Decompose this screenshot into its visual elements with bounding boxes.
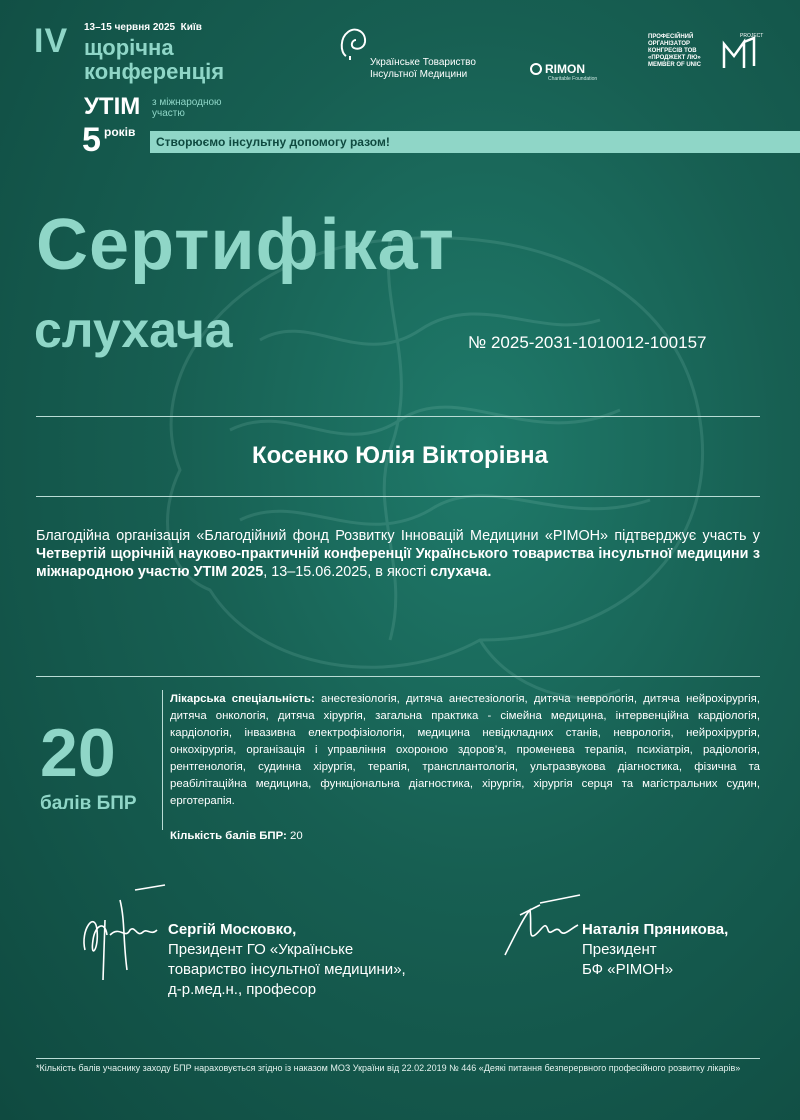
anniversary-word: років	[104, 125, 136, 139]
signatory-2-title2: БФ «РІМОН»	[582, 961, 674, 978]
utim-org-name	[370, 57, 530, 81]
dates-text: 13–15 червня 2025	[84, 22, 176, 33]
signatory-1-title1: Президент ГО «Українське	[168, 941, 354, 958]
rimon-subtitle: Charitable Foundation	[548, 76, 598, 82]
signature-pryanykova-icon	[500, 895, 585, 965]
conference-line1: щорічна	[84, 35, 174, 60]
specialty-block	[170, 691, 760, 810]
anniversary-number: 5	[82, 121, 101, 159]
footnote: *Кількість балів учаснику заходу БПР нараховується згідно із наказом МОЗ України від 22.02.2019 № 446 «Деякі питання безперервного професійного розвитку лікарів»	[36, 1063, 741, 1073]
body-text-2: , 13–15.06.2025, в якості	[263, 564, 431, 580]
signatory-1-name: Сергій Московко,	[168, 921, 297, 938]
international-label: з міжнародною участю	[152, 97, 222, 119]
confirmation-paragraph	[36, 527, 760, 581]
rimon-circle-icon	[530, 63, 542, 75]
divider-name	[36, 496, 760, 497]
signature-moskovko-icon	[75, 880, 170, 990]
signatory-1	[168, 920, 468, 1000]
body-text-1: Благодійна організація «Благодійний фонд Розвитку Інновацій Медицини «РІМОН» підтверджує участь у	[36, 528, 760, 544]
specialty-label: Лікарська спеціальність:	[170, 693, 315, 705]
conference-dates	[84, 22, 202, 33]
signatory-2	[582, 920, 782, 980]
signatory-2-name: Наталія Пряникова,	[582, 921, 729, 938]
org1-line1: Українське Товариство	[370, 57, 476, 68]
divider-top	[36, 416, 760, 417]
footer-divider	[36, 1058, 760, 1059]
org1-line2: Інсультної Медицини	[370, 69, 468, 80]
edition-number: IV	[34, 22, 69, 60]
certificate-number: № 2025-2031-1010012-100157	[468, 333, 707, 352]
signatory-1-title2: товариство інсультної медицини»,	[168, 961, 406, 978]
recipient-name: Косенко Юлія Вікторівна	[252, 442, 548, 469]
professional-organizer: ПРОФЕСІЙНИЙ ОРГАНІЗАТОР КОНГРЕСІВ ТОВ «ПРОДЖЕКТ ЛЮ» MEMBER OF UNIC	[648, 34, 701, 68]
rimon-text: RIMON	[545, 62, 585, 76]
points-label: балів БПР	[40, 793, 137, 814]
mlogo-text: PROJECT	[740, 33, 764, 39]
conference-name: Четвертій щорічній науково-практичній конференції Українського товариства інсультної медицини з міжнародною участю УТІМ 2025	[36, 546, 760, 580]
certificate-title: Сертифікат	[36, 205, 455, 285]
header	[0, 0, 800, 165]
slogan-banner: Створюємо інсультну допомогу разом!	[150, 131, 800, 153]
points-count	[170, 830, 303, 842]
conference-line2: конференція	[84, 59, 225, 84]
rimon-logo	[530, 62, 585, 76]
signatory-1-title3: д-р.мед.н., професор	[168, 981, 317, 998]
divider-middle	[36, 676, 760, 677]
certificate-subtitle: слухача	[34, 302, 233, 358]
project-m-logo-icon	[718, 32, 764, 74]
points-divider	[162, 690, 163, 830]
role-text: слухача.	[430, 564, 492, 580]
utim-label: УТІМ	[84, 93, 141, 120]
points-value: 20	[40, 715, 116, 791]
points-count-label: Кількість балів БПР:	[170, 830, 287, 842]
points-count-value: 20	[290, 830, 303, 842]
specialty-list: анестезіологія, дитяча анестезіологія, дитяча неврологія, дитяча нейрохірургія, дитяча онкологія, дитяча хірургія, загальна практика - сімейна медицина, інтервенційна кардіологія, кардіологія, інвазивна електрофізіологія, медицина невідкладних станів, неврологія, нейрохірургія, онкохірургія, організація і управління охороною здоров’я, променева терапія, психіатрія, радіологія, рентгенологія, судинна хірургія, терапія, трансплантологія, ультразвукова діагностика, фізична та реабілітаційна медицина, функціональна діагностика, хірургія, хірургія серця та магістральних судин, ерготерапія.	[170, 693, 760, 807]
signatory-2-title1: Президент	[582, 941, 657, 958]
city-text: Київ	[180, 22, 202, 33]
brain-logo-icon	[338, 26, 368, 62]
